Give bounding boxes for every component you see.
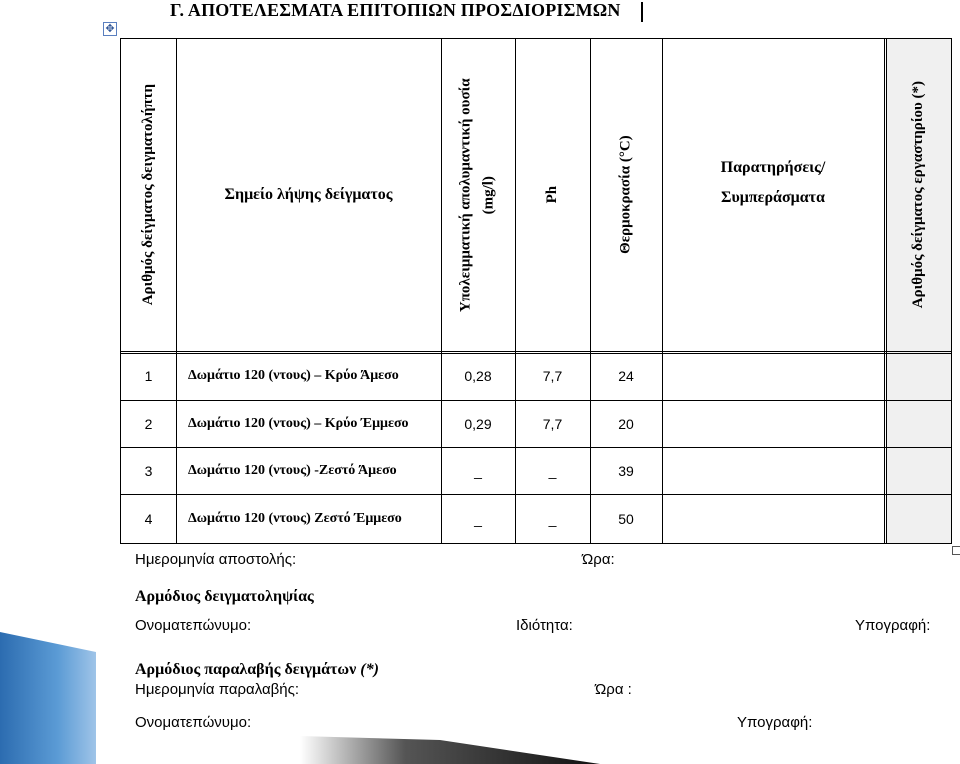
row-3-temp: 39 (618, 462, 634, 479)
row-3-lab (886, 447, 951, 494)
sampler-name-label: Ονοματεπώνυμο: (135, 617, 252, 634)
dark-wedge-decoration (300, 736, 600, 764)
resize-handle-icon[interactable] (952, 546, 960, 555)
row-2-remarks (662, 400, 884, 447)
header-sampling-point: Σημείο λήψης δείγματος (224, 185, 393, 203)
send-time-label: Ώρα: (582, 551, 615, 568)
receiver-signature-label: Υπογραφή: (737, 714, 813, 731)
header-sample-number: Αριθμός δείγματος δειγματολήπτη (139, 84, 156, 306)
blue-wedge-decoration (0, 632, 96, 764)
row-2-residual: 0,29 (464, 415, 492, 432)
header-remarks (662, 39, 884, 351)
header-ph: Ph (543, 186, 560, 204)
text-cursor (641, 2, 643, 22)
results-table (120, 38, 952, 544)
header-residual-unit: (mg/l) (481, 175, 498, 215)
sampler-signature-label: Υπογραφή: (855, 617, 931, 634)
row-4-lab (886, 494, 951, 543)
row-4-number: 4 (144, 510, 153, 527)
row-3-point: Δωμάτιο 120 (ντους) -Ζεστό Άμεσο (188, 462, 397, 478)
receiver-name-label: Ονοματεπώνυμο: (135, 714, 252, 731)
header-remarks-line2: Συμπεράσματα (721, 189, 825, 206)
row-4-temp: 50 (618, 510, 634, 527)
header-residual-disinfectant (441, 39, 515, 351)
row-2-lab (886, 400, 951, 447)
row-4-remarks (662, 494, 884, 543)
row-1-number: 1 (144, 367, 153, 384)
row-2-point: Δωμάτιο 120 (ντους) – Κρύο Έμμεσο (188, 415, 409, 431)
row-1-temp: 24 (618, 367, 634, 384)
row-2-ph: 7,7 (542, 415, 563, 432)
row-1-residual: 0,28 (464, 367, 492, 384)
row-1-lab (886, 351, 951, 400)
receiver-heading-mark: (*) (360, 661, 379, 678)
row-3-residual: _ (474, 462, 482, 479)
row-1-remarks (662, 351, 884, 400)
row-3-number: 3 (144, 462, 153, 479)
sampler-capacity-label: Ιδιότητα: (516, 617, 573, 634)
header-temperature: Θερμοκρασία (°C) (617, 135, 634, 255)
row-1-ph: 7,7 (542, 367, 563, 384)
receive-time-label: Ώρα : (595, 681, 632, 698)
receiver-heading-text: Αρμόδιος παραλαβής δειγμάτων (135, 661, 357, 678)
row-3-remarks (662, 447, 884, 494)
row-2-number: 2 (144, 415, 153, 432)
header-lab-number: Αριθμός δείγματος εργαστηρίου (*) (909, 81, 926, 309)
header-residual-line1: Υπολειμματική απολυμαντική ουσία (457, 78, 474, 312)
row-4-residual: _ (474, 510, 482, 527)
row-1-point: Δωμάτιο 120 (ντους) – Κρύο Άμεσο (188, 367, 399, 383)
section-title: Γ. ΑΠΟΤΕΛΕΣΜΑΤΑ ΕΠΙΤΟΠΙΩΝ ΠΡΟΣΔΙΟΡΙΣΜΩΝ (170, 0, 621, 20)
row-2-temp: 20 (618, 415, 634, 432)
move-arrows-icon[interactable]: ✥ (103, 22, 117, 36)
send-date-label: Ημερομηνία αποστολής: (135, 551, 297, 568)
row-4-point: Δωμάτιο 120 (ντους) Ζεστό Έμμεσο (188, 510, 402, 526)
header-remarks-line1: Παρατηρήσεις/ (720, 158, 826, 176)
sampler-heading: Αρμόδιος δειγματοληψίας (135, 588, 314, 605)
receiver-heading (135, 661, 379, 679)
receive-date-label: Ημερομηνία παραλαβής: (135, 681, 300, 698)
row-3-ph: _ (548, 462, 557, 479)
row-4-ph: _ (548, 510, 557, 527)
